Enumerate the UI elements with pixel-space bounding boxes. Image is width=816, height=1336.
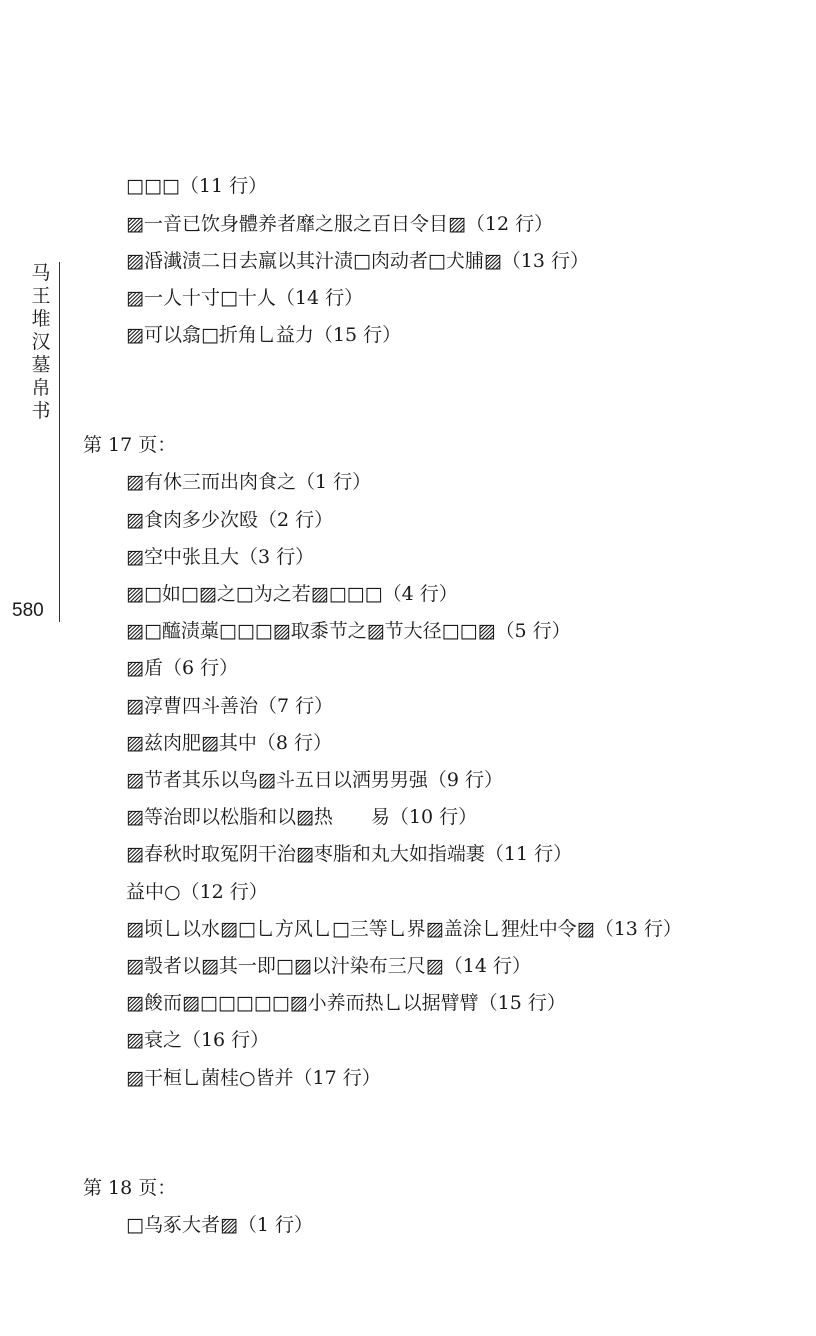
text-line: ▨空中张且大（3 行）: [126, 546, 315, 568]
page-number: 580: [12, 600, 44, 621]
text-line: ▨淳曹四斗善治（7 行）: [126, 695, 334, 717]
text-line: ▨等治即以松脂和以▨热 易（10 行）: [126, 806, 478, 828]
text-line: ▨春秋时取冤阴干治▨枣脂和丸大如指端裹（11 行）: [126, 843, 573, 865]
text-line: ▨□醯渍藁□□□▨取黍节之▨节大径□□▨（5 行）: [126, 620, 571, 642]
section-heading-page-17: 第 17 页：: [83, 434, 177, 456]
text-line: □□□（11 行）: [126, 175, 268, 197]
section-heading-page-18: 第 18 页：: [83, 1177, 177, 1199]
text-line: ▨一人十寸□十人（14 行）: [126, 287, 364, 309]
text-line: ▨节者其乐以鸟▨斗五日以洒男男强（9 行）: [126, 769, 504, 791]
text-line: ▨餕而▨□□□□□▨小养而热乚以据臂臂（15 行）: [126, 992, 566, 1014]
text-line: ▨可以翕□折角乚益力（15 行）: [126, 324, 402, 346]
text-line: ▨食肉多少次殴（2 行）: [126, 509, 334, 531]
text-line: ▨盾（6 行）: [126, 657, 239, 679]
text-line: ▨顷乚以水▨□乚方风乚□三等乚界▨盖涂乚狸灶中令▨（13 行）: [126, 918, 682, 940]
text-line: ▨涽瀐渍二日去羸以其汁渍□肉动者□犬脯▨（13 行）: [126, 250, 590, 272]
text-line: ▨有休三而出肉食之（1 行）: [126, 471, 372, 493]
text-line: □乌豖大者▨（1 行）: [126, 1214, 314, 1236]
text-line: ▨一音已饮身體养者靡之服之百日令目▨（12 行）: [126, 213, 554, 235]
text-line: ▨干桓乚菌桂○皆并（17 行）: [126, 1067, 381, 1089]
book-title: 马王堆汉墓帛书: [31, 262, 51, 422]
text-line: 益中○（12 行）: [126, 881, 268, 903]
margin-rule: [59, 262, 60, 622]
text-line: ▨兹肉肥▨其中（8 行）: [126, 732, 333, 754]
text-line: ▨衰之（16 行）: [126, 1029, 270, 1051]
text-line: ▨□如□▨之□为之若▨□□□（4 行）: [126, 583, 458, 605]
text-line: ▨彀者以▨其一即□▨以汁染布三尺▨（14 行）: [126, 955, 531, 977]
